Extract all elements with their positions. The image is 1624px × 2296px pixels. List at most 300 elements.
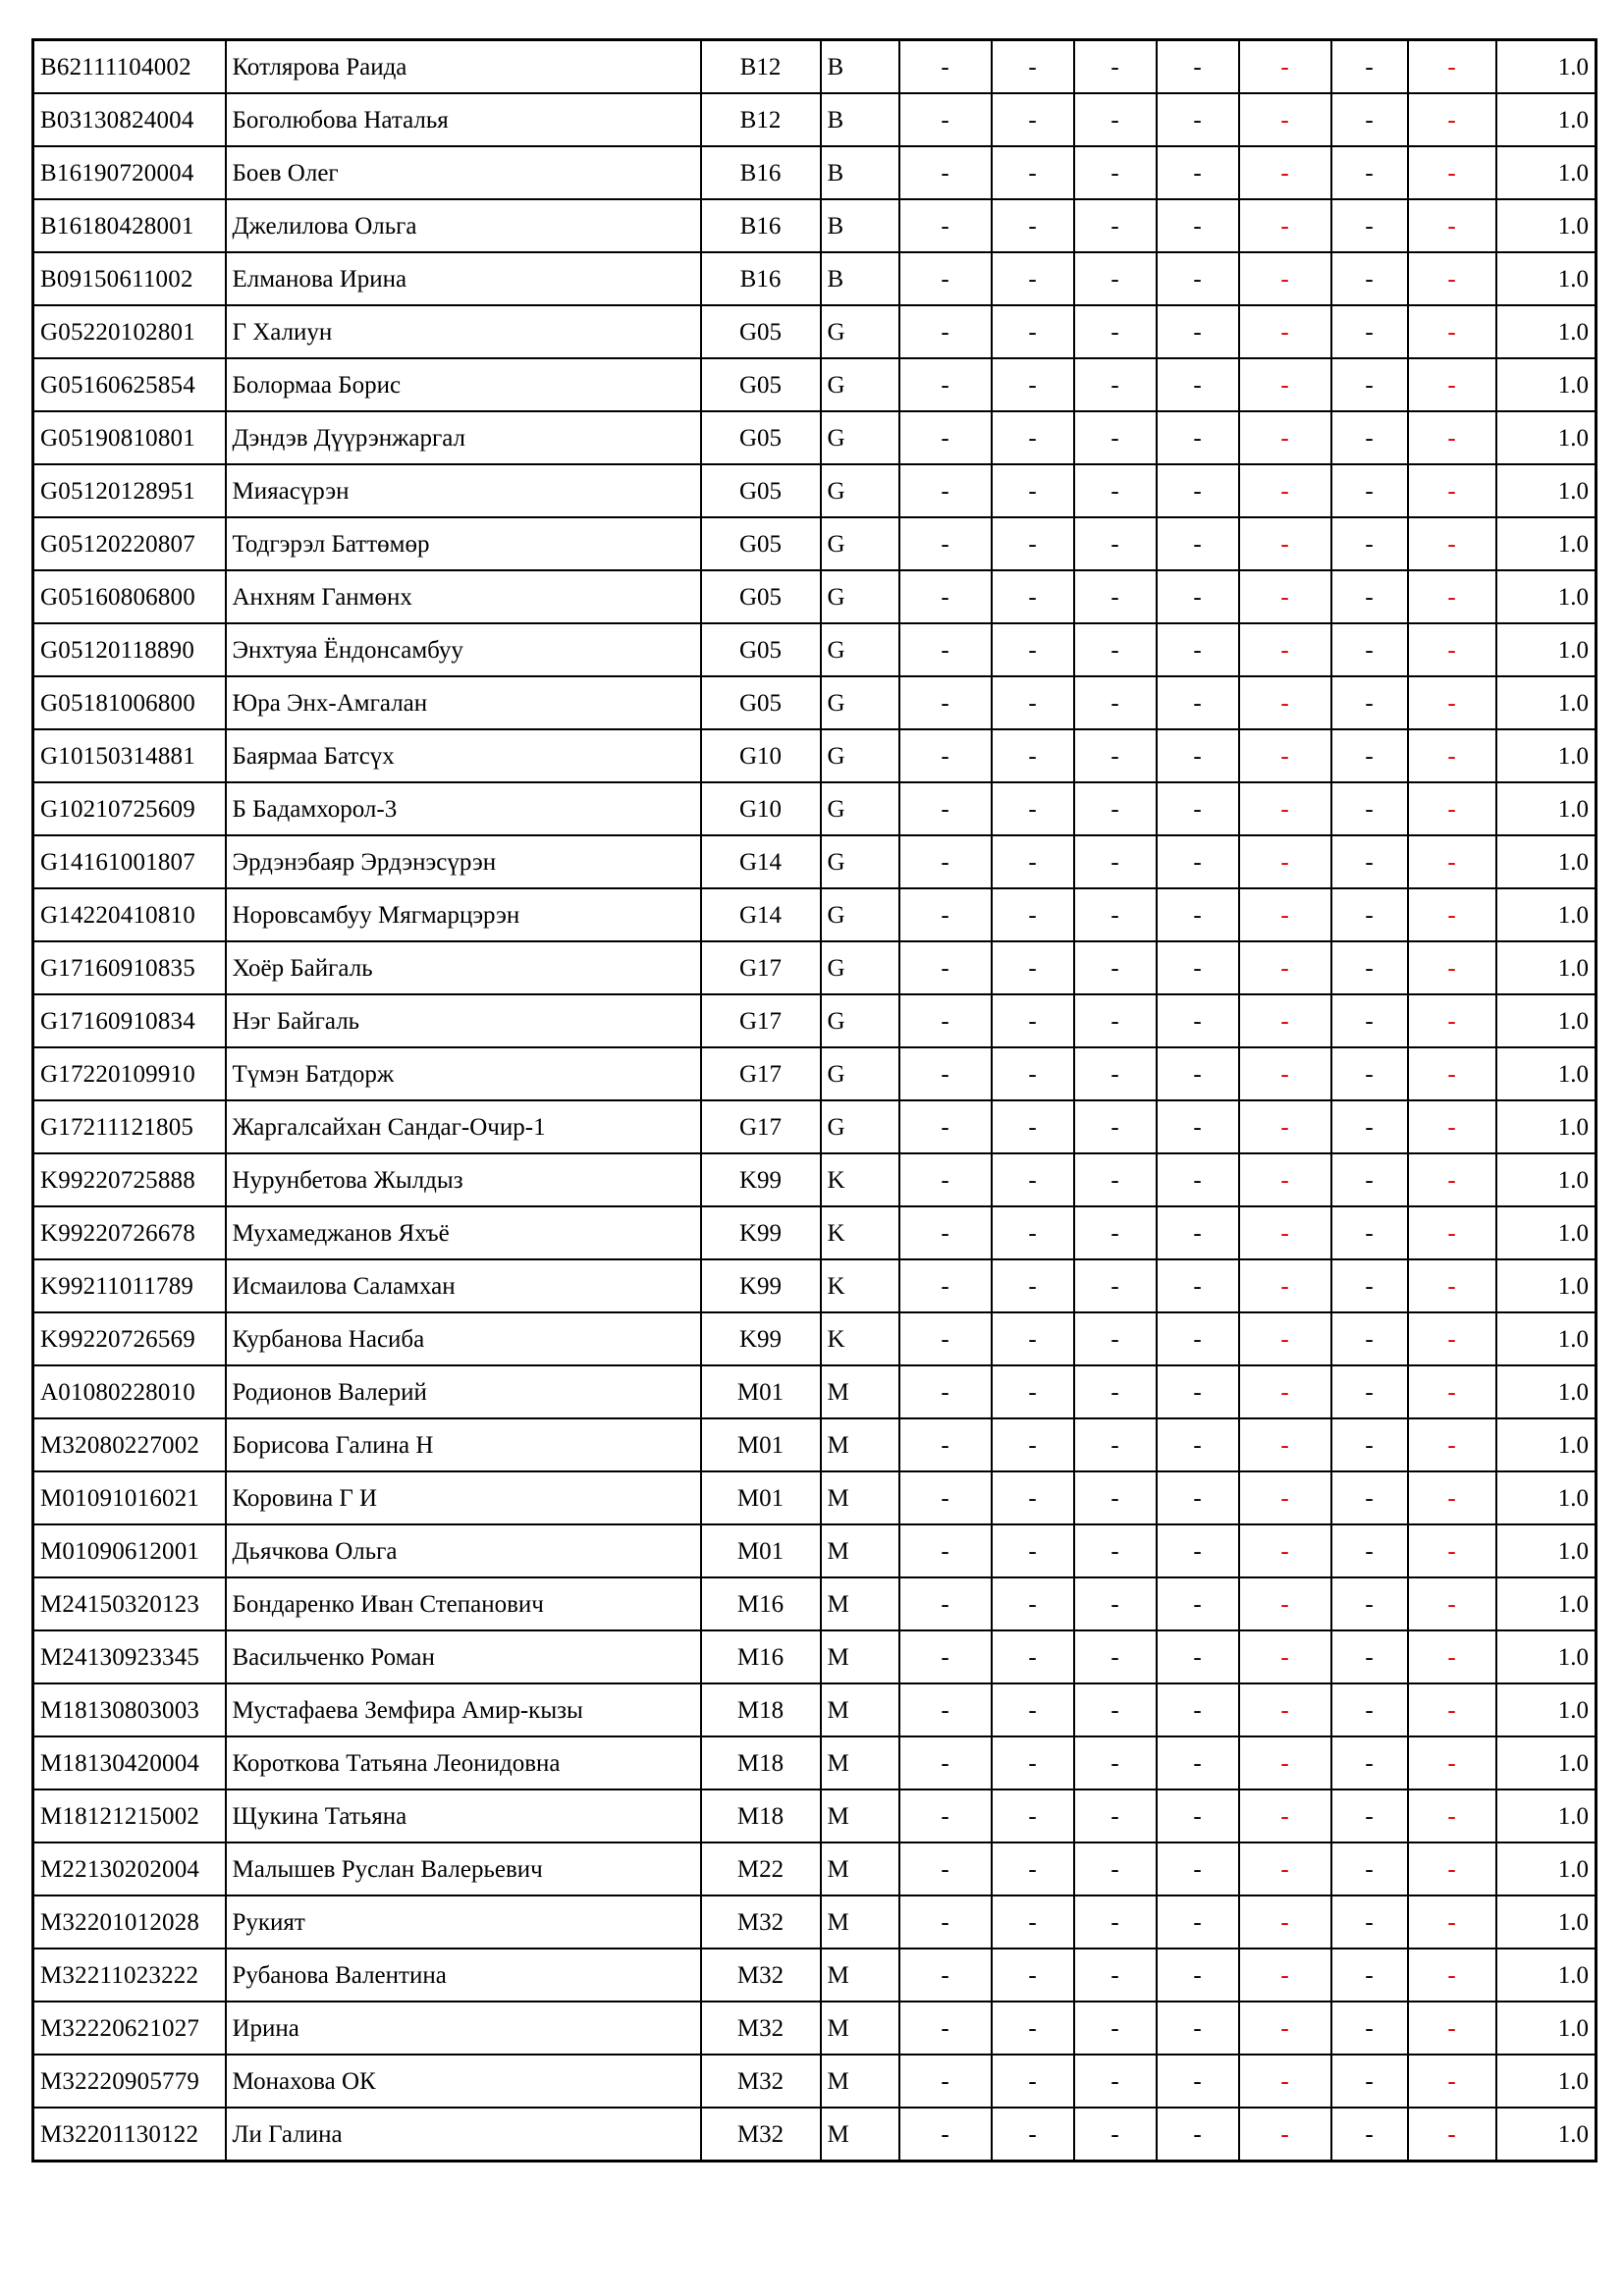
participant-code: M22130202004 (33, 1842, 226, 1896)
group-letter: M (821, 1842, 899, 1896)
participant-name: Родионов Валерий (226, 1365, 701, 1418)
empty-cell: - (1408, 1896, 1496, 1949)
empty-cell: - (1074, 305, 1157, 358)
empty-cell: - (1157, 1896, 1239, 1949)
empty-cell: - (1239, 676, 1331, 729)
score-cell: 1.0 (1496, 40, 1597, 94)
empty-cell: - (1239, 252, 1331, 305)
empty-cell: - (992, 994, 1074, 1047)
table-body (33, 40, 1597, 2162)
empty-cell: - (1408, 2108, 1496, 2162)
empty-cell: - (1074, 40, 1157, 94)
empty-cell: - (1074, 1949, 1157, 2002)
empty-cell: - (992, 1100, 1074, 1153)
group-code: G17 (701, 1100, 821, 1153)
table-row (33, 835, 1597, 888)
score-cell: 1.0 (1496, 1312, 1597, 1365)
participant-code: G05160806800 (33, 570, 226, 623)
empty-cell: - (1408, 888, 1496, 941)
participant-code: G17211121805 (33, 1100, 226, 1153)
empty-cell: - (1074, 1047, 1157, 1100)
empty-cell: - (1331, 888, 1408, 941)
group-code: M22 (701, 1842, 821, 1896)
empty-cell: - (1239, 2108, 1331, 2162)
empty-cell: - (1239, 1047, 1331, 1100)
score-cell: 1.0 (1496, 782, 1597, 835)
table-row (33, 2108, 1597, 2162)
group-letter: B (821, 40, 899, 94)
score-cell: 1.0 (1496, 464, 1597, 517)
empty-cell: - (1408, 1789, 1496, 1842)
empty-cell: - (1157, 40, 1239, 94)
empty-cell: - (1408, 1100, 1496, 1153)
empty-cell: - (1074, 570, 1157, 623)
group-code: G17 (701, 994, 821, 1047)
group-letter: G (821, 1100, 899, 1153)
table-row (33, 888, 1597, 941)
participant-code: G05120128951 (33, 464, 226, 517)
group-letter: G (821, 570, 899, 623)
participant-name: Рубанова Валентина (226, 1949, 701, 2002)
empty-cell: - (899, 146, 992, 199)
empty-cell: - (992, 358, 1074, 411)
empty-cell: - (1157, 2108, 1239, 2162)
score-cell: 1.0 (1496, 1206, 1597, 1259)
empty-cell: - (992, 835, 1074, 888)
score-cell: 1.0 (1496, 2002, 1597, 2055)
score-cell: 1.0 (1496, 1630, 1597, 1683)
group-code: M18 (701, 1736, 821, 1789)
empty-cell: - (1331, 411, 1408, 464)
empty-cell: - (1157, 1842, 1239, 1896)
empty-cell: - (1239, 623, 1331, 676)
empty-cell: - (992, 1577, 1074, 1630)
empty-cell: - (1408, 729, 1496, 782)
empty-cell: - (992, 1683, 1074, 1736)
group-letter: G (821, 411, 899, 464)
empty-cell: - (1408, 93, 1496, 146)
score-cell: 1.0 (1496, 199, 1597, 252)
score-cell: 1.0 (1496, 1471, 1597, 1524)
group-code: M01 (701, 1418, 821, 1471)
empty-cell: - (1408, 1259, 1496, 1312)
empty-cell: - (1074, 888, 1157, 941)
empty-cell: - (1331, 1630, 1408, 1683)
group-code: G05 (701, 623, 821, 676)
empty-cell: - (1331, 1259, 1408, 1312)
empty-cell: - (899, 1842, 992, 1896)
empty-cell: - (1331, 464, 1408, 517)
participant-name: Дьячкова Ольга (226, 1524, 701, 1577)
score-cell: 1.0 (1496, 1365, 1597, 1418)
empty-cell: - (1157, 146, 1239, 199)
empty-cell: - (899, 93, 992, 146)
empty-cell: - (1408, 517, 1496, 570)
score-cell: 1.0 (1496, 835, 1597, 888)
empty-cell: - (1157, 1683, 1239, 1736)
participant-name: Монахова ОК (226, 2055, 701, 2108)
score-cell: 1.0 (1496, 994, 1597, 1047)
group-letter: M (821, 1577, 899, 1630)
empty-cell: - (1074, 358, 1157, 411)
participant-code: G10150314881 (33, 729, 226, 782)
group-letter: M (821, 1789, 899, 1842)
empty-cell: - (1331, 1842, 1408, 1896)
empty-cell: - (1331, 1471, 1408, 1524)
group-letter: K (821, 1259, 899, 1312)
empty-cell: - (1157, 1789, 1239, 1842)
table-row (33, 1896, 1597, 1949)
empty-cell: - (1074, 1842, 1157, 1896)
group-code: B12 (701, 93, 821, 146)
empty-cell: - (1408, 1683, 1496, 1736)
score-cell: 1.0 (1496, 941, 1597, 994)
empty-cell: - (1074, 1577, 1157, 1630)
group-letter: G (821, 729, 899, 782)
group-code: B16 (701, 146, 821, 199)
empty-cell: - (992, 1789, 1074, 1842)
empty-cell: - (992, 1259, 1074, 1312)
empty-cell: - (899, 729, 992, 782)
empty-cell: - (1157, 941, 1239, 994)
participant-name: Хоёр Байгаль (226, 941, 701, 994)
empty-cell: - (1074, 623, 1157, 676)
score-cell: 1.0 (1496, 1524, 1597, 1577)
participant-code: B03130824004 (33, 93, 226, 146)
participant-code: B16190720004 (33, 146, 226, 199)
empty-cell: - (1408, 994, 1496, 1047)
empty-cell: - (1074, 1153, 1157, 1206)
empty-cell: - (1074, 676, 1157, 729)
empty-cell: - (992, 1047, 1074, 1100)
participant-name: Ли Галина (226, 2108, 701, 2162)
empty-cell: - (1157, 2055, 1239, 2108)
empty-cell: - (1074, 1896, 1157, 1949)
empty-cell: - (1239, 1949, 1331, 2002)
empty-cell: - (1157, 676, 1239, 729)
group-code: K99 (701, 1259, 821, 1312)
table-row (33, 146, 1597, 199)
empty-cell: - (1157, 93, 1239, 146)
empty-cell: - (1157, 1418, 1239, 1471)
empty-cell: - (1239, 305, 1331, 358)
empty-cell: - (1239, 40, 1331, 94)
participant-code: B16180428001 (33, 199, 226, 252)
empty-cell: - (1239, 1100, 1331, 1153)
empty-cell: - (899, 1736, 992, 1789)
participant-code: M32211023222 (33, 1949, 226, 2002)
participant-name: Борисова Галина Н (226, 1418, 701, 1471)
participant-code: G14161001807 (33, 835, 226, 888)
group-letter: K (821, 1153, 899, 1206)
group-letter: G (821, 676, 899, 729)
participant-code: G05120220807 (33, 517, 226, 570)
empty-cell: - (1239, 2002, 1331, 2055)
empty-cell: - (1408, 1365, 1496, 1418)
empty-cell: - (1157, 411, 1239, 464)
participant-code: M01091016021 (33, 1471, 226, 1524)
empty-cell: - (1331, 1153, 1408, 1206)
participant-code: G17220109910 (33, 1047, 226, 1100)
participant-name: Елманова Ирина (226, 252, 701, 305)
score-cell: 1.0 (1496, 93, 1597, 146)
empty-cell: - (992, 199, 1074, 252)
empty-cell: - (1331, 2055, 1408, 2108)
empty-cell: - (899, 1949, 992, 2002)
participant-code: G05160625854 (33, 358, 226, 411)
participant-name: Исмаилова Саламхан (226, 1259, 701, 1312)
empty-cell: - (899, 941, 992, 994)
empty-cell: - (992, 1153, 1074, 1206)
empty-cell: - (1331, 252, 1408, 305)
group-letter: K (821, 1206, 899, 1259)
participant-name: Бондаренко Иван Степанович (226, 1577, 701, 1630)
empty-cell: - (899, 1206, 992, 1259)
participant-code: G05181006800 (33, 676, 226, 729)
participant-code: M18130420004 (33, 1736, 226, 1789)
empty-cell: - (899, 1418, 992, 1471)
participant-name: Боголюбова Наталья (226, 93, 701, 146)
empty-cell: - (1157, 2002, 1239, 2055)
empty-cell: - (1239, 994, 1331, 1047)
group-letter: B (821, 199, 899, 252)
empty-cell: - (992, 2055, 1074, 2108)
group-letter: M (821, 1471, 899, 1524)
empty-cell: - (1331, 729, 1408, 782)
table-row (33, 570, 1597, 623)
group-letter: M (821, 2002, 899, 2055)
group-letter: M (821, 1418, 899, 1471)
empty-cell: - (899, 464, 992, 517)
empty-cell: - (1239, 570, 1331, 623)
score-cell: 1.0 (1496, 888, 1597, 941)
empty-cell: - (1074, 517, 1157, 570)
score-cell: 1.0 (1496, 1259, 1597, 1312)
empty-cell: - (1157, 464, 1239, 517)
empty-cell: - (1074, 1736, 1157, 1789)
empty-cell: - (992, 782, 1074, 835)
score-cell: 1.0 (1496, 1683, 1597, 1736)
empty-cell: - (1239, 1259, 1331, 1312)
empty-cell: - (899, 517, 992, 570)
empty-cell: - (992, 1206, 1074, 1259)
empty-cell: - (1074, 1630, 1157, 1683)
empty-cell: - (1074, 464, 1157, 517)
group-code: K99 (701, 1206, 821, 1259)
empty-cell: - (899, 835, 992, 888)
empty-cell: - (992, 1630, 1074, 1683)
empty-cell: - (992, 411, 1074, 464)
empty-cell: - (1074, 2055, 1157, 2108)
empty-cell: - (992, 517, 1074, 570)
score-cell: 1.0 (1496, 729, 1597, 782)
empty-cell: - (1408, 252, 1496, 305)
group-code: M01 (701, 1365, 821, 1418)
empty-cell: - (1239, 1896, 1331, 1949)
empty-cell: - (899, 1683, 992, 1736)
empty-cell: - (1157, 1100, 1239, 1153)
empty-cell: - (1408, 1153, 1496, 1206)
participant-name: Коровина Г И (226, 1471, 701, 1524)
group-letter: M (821, 1949, 899, 2002)
empty-cell: - (1157, 1153, 1239, 1206)
participant-code: M24130923345 (33, 1630, 226, 1683)
table-row (33, 1949, 1597, 2002)
empty-cell: - (1239, 411, 1331, 464)
participant-code: B62111104002 (33, 40, 226, 94)
empty-cell: - (1239, 1153, 1331, 1206)
score-cell: 1.0 (1496, 1896, 1597, 1949)
group-code: G05 (701, 464, 821, 517)
score-cell: 1.0 (1496, 1418, 1597, 1471)
empty-cell: - (1408, 199, 1496, 252)
table-row (33, 40, 1597, 94)
empty-cell: - (1157, 1312, 1239, 1365)
empty-cell: - (899, 1789, 992, 1842)
table-row (33, 305, 1597, 358)
empty-cell: - (1331, 1365, 1408, 1418)
empty-cell: - (992, 40, 1074, 94)
empty-cell: - (992, 252, 1074, 305)
empty-cell: - (992, 93, 1074, 146)
score-cell: 1.0 (1496, 1736, 1597, 1789)
empty-cell: - (1331, 994, 1408, 1047)
group-code: M32 (701, 2002, 821, 2055)
participant-code: M24150320123 (33, 1577, 226, 1630)
participant-name: Болормаа Борис (226, 358, 701, 411)
empty-cell: - (1331, 2108, 1408, 2162)
group-code: G14 (701, 835, 821, 888)
empty-cell: - (992, 305, 1074, 358)
table-row (33, 1736, 1597, 1789)
empty-cell: - (899, 1524, 992, 1577)
empty-cell: - (1331, 1047, 1408, 1100)
group-letter: M (821, 1683, 899, 1736)
participant-name: Малышев Руслан Валерьевич (226, 1842, 701, 1896)
participant-code: B09150611002 (33, 252, 226, 305)
table-row (33, 1153, 1597, 1206)
empty-cell: - (1239, 358, 1331, 411)
participant-code: G05190810801 (33, 411, 226, 464)
table-row (33, 1418, 1597, 1471)
empty-cell: - (992, 464, 1074, 517)
group-letter: G (821, 358, 899, 411)
results-table (31, 38, 1597, 2163)
participant-name: Рукият (226, 1896, 701, 1949)
table-row (33, 464, 1597, 517)
empty-cell: - (1074, 1789, 1157, 1842)
empty-cell: - (1239, 1577, 1331, 1630)
empty-cell: - (899, 305, 992, 358)
empty-cell: - (1331, 570, 1408, 623)
empty-cell: - (992, 1471, 1074, 1524)
table-row (33, 2002, 1597, 2055)
empty-cell: - (1239, 1365, 1331, 1418)
empty-cell: - (1331, 835, 1408, 888)
table-row (33, 1630, 1597, 1683)
empty-cell: - (1074, 1100, 1157, 1153)
empty-cell: - (1331, 1206, 1408, 1259)
participant-name: Баярмаа Батсүх (226, 729, 701, 782)
empty-cell: - (1157, 252, 1239, 305)
score-cell: 1.0 (1496, 1100, 1597, 1153)
empty-cell: - (1408, 40, 1496, 94)
table-row (33, 1577, 1597, 1630)
empty-cell: - (1157, 1630, 1239, 1683)
score-cell: 1.0 (1496, 2055, 1597, 2108)
participant-code: M32220905779 (33, 2055, 226, 2108)
empty-cell: - (1331, 1312, 1408, 1365)
participant-code: G05120118890 (33, 623, 226, 676)
participant-name: Нурунбетова Жылдыз (226, 1153, 701, 1206)
empty-cell: - (1074, 1312, 1157, 1365)
participant-name: Б Бадамхорол-3 (226, 782, 701, 835)
empty-cell: - (1239, 146, 1331, 199)
empty-cell: - (899, 1100, 992, 1153)
empty-cell: - (1331, 40, 1408, 94)
participant-code: K99211011789 (33, 1259, 226, 1312)
score-cell: 1.0 (1496, 1153, 1597, 1206)
empty-cell: - (1074, 729, 1157, 782)
table-row (33, 994, 1597, 1047)
table-row (33, 358, 1597, 411)
group-code: G05 (701, 305, 821, 358)
table-row (33, 941, 1597, 994)
group-letter: M (821, 2055, 899, 2108)
group-letter: M (821, 1736, 899, 1789)
participant-name: Васильченко Роман (226, 1630, 701, 1683)
empty-cell: - (899, 252, 992, 305)
participant-code: K99220726678 (33, 1206, 226, 1259)
empty-cell: - (1408, 146, 1496, 199)
empty-cell: - (899, 358, 992, 411)
participant-name: Курбанова Насиба (226, 1312, 701, 1365)
empty-cell: - (992, 888, 1074, 941)
empty-cell: - (992, 570, 1074, 623)
participant-code: G05220102801 (33, 305, 226, 358)
score-cell: 1.0 (1496, 411, 1597, 464)
empty-cell: - (1074, 1683, 1157, 1736)
group-code: M01 (701, 1524, 821, 1577)
participant-name: Г Халиун (226, 305, 701, 358)
participant-code: M32220621027 (33, 2002, 226, 2055)
empty-cell: - (992, 146, 1074, 199)
empty-cell: - (899, 994, 992, 1047)
empty-cell: - (1074, 1524, 1157, 1577)
empty-cell: - (992, 1736, 1074, 1789)
empty-cell: - (1157, 1206, 1239, 1259)
group-letter: G (821, 1047, 899, 1100)
empty-cell: - (899, 1630, 992, 1683)
table-row (33, 729, 1597, 782)
table-row (33, 199, 1597, 252)
empty-cell: - (1157, 835, 1239, 888)
group-letter: G (821, 305, 899, 358)
participant-name: Анхням Ганмөнх (226, 570, 701, 623)
empty-cell: - (899, 199, 992, 252)
participant-name: Дэндэв Дүүрэнжаргал (226, 411, 701, 464)
group-letter: M (821, 1630, 899, 1683)
group-code: G05 (701, 517, 821, 570)
participant-name: Джелилова Ольга (226, 199, 701, 252)
empty-cell: - (899, 411, 992, 464)
group-code: G10 (701, 782, 821, 835)
score-cell: 1.0 (1496, 1047, 1597, 1100)
empty-cell: - (1331, 1683, 1408, 1736)
empty-cell: - (1239, 1471, 1331, 1524)
empty-cell: - (899, 2108, 992, 2162)
empty-cell: - (1157, 1471, 1239, 1524)
